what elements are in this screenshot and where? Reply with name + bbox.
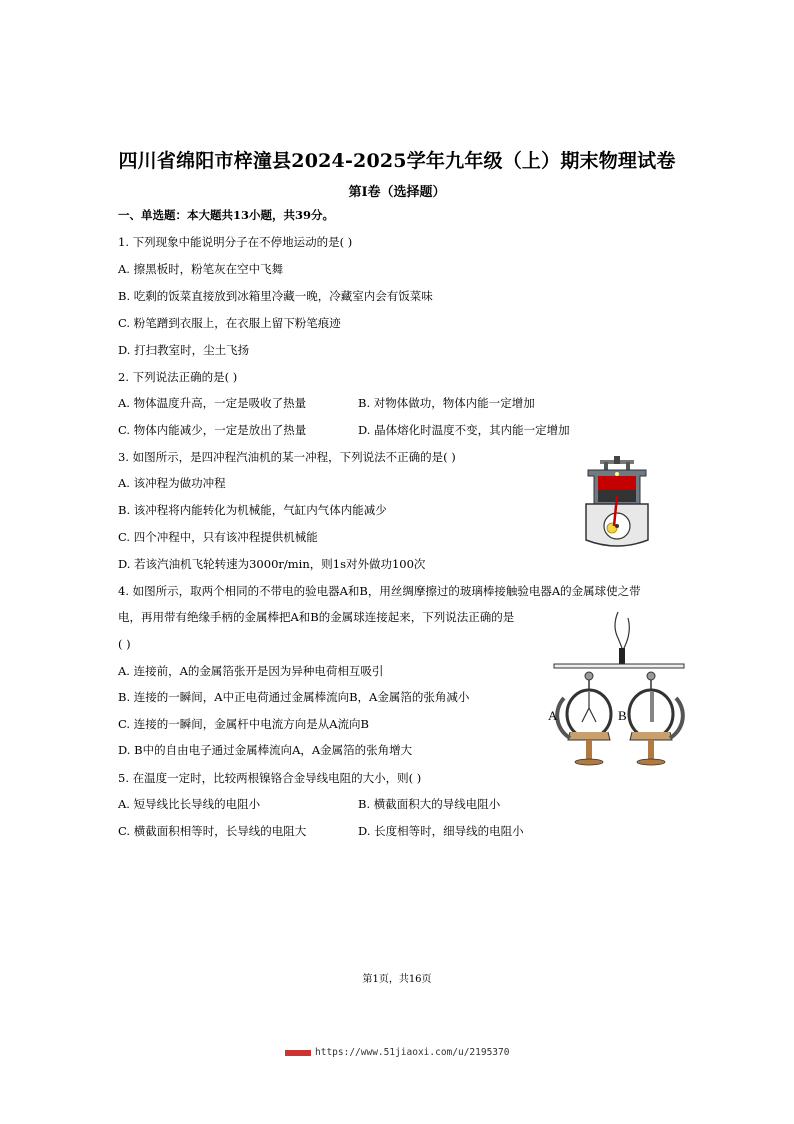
page-number: 第1页，共16页 [362, 974, 432, 985]
section-heading: 一、单选题：本大题共13小题，共39分。 [118, 208, 335, 222]
q5-option-a: A. 短导线比长导线的电阻小 [118, 797, 261, 811]
q2-option-a: A. 物体温度升高，一定是吸收了热量 [118, 396, 307, 410]
source-url[interactable] [285, 1047, 509, 1058]
q5-option-c: C. 横截面积相等时，长导线的电阻大 [118, 824, 307, 838]
q3-option-b: B. 该冲程将内能转化为机械能，气缸内气体内能减少 [118, 503, 387, 517]
q2-stem: 2. 下列说法正确的是( ) [118, 370, 238, 384]
q2-option-d: D. 晶体熔化时温度不变，其内能一定增加 [358, 423, 570, 437]
q3-stem: 3. 如图所示，是四冲程汽油机的某一冲程，下列说法不正确的是( ) [118, 450, 456, 464]
page-title: 四川省绵阳市梓潼县2024-2025学年九年级（上）期末物理试卷 [118, 150, 676, 172]
q4-stem-line1: 4. 如图所示，取两个相同的不带电的验电器A和B，用丝绸摩擦过的玻璃棒接触验电器A的金属球使之带 [118, 584, 641, 598]
q1-stem: 1. 下列现象中能说明分子在不停地运动的是( ) [118, 235, 353, 249]
q3-option-d: D. 若该汽油机飞轮转速为3000r/min，则1s对外做功100次 [118, 557, 426, 571]
q4-option-d: D. B中的自由电子通过金属棒流向A，A金属箔的张角增大 [118, 743, 413, 757]
source-url-text[interactable]: https://www.51jiaoxi.com/u/2195370 [315, 1047, 510, 1058]
q1-option-d: D. 打扫教室时，尘土飞扬 [118, 343, 250, 357]
q3-option-c: C. 四个冲程中，只有该冲程提供机械能 [118, 530, 318, 544]
section-subtitle: 第I卷（选择题） [348, 185, 446, 200]
q5-option-d: D. 长度相等时，细导线的电阻小 [358, 824, 524, 838]
q2-option-b: B. 对物体做功，物体内能一定增加 [358, 396, 535, 410]
q5-option-b: B. 横截面积大的导线电阻小 [358, 797, 501, 811]
engine-diagram [576, 456, 658, 548]
q5-stem: 5. 在温度一定时，比较两根镍铬合金导线电阻的大小，则( ) [118, 771, 422, 785]
q4-option-c: C. 连接的一瞬间，金属杆中电流方向是从A流向B [118, 717, 369, 731]
q4-stem-line3: ( ) [118, 637, 131, 651]
q1-option-b: B. 吃剩的饭菜直接放到冰箱里冷藏一晚，冷藏室内会有饭菜味 [118, 289, 433, 303]
electroscope-b-label: B [618, 708, 627, 723]
q2-option-c: C. 物体内能减少，一定是放出了热量 [118, 423, 307, 437]
q1-option-a: A. 擦黑板时，粉笔灰在空中飞舞 [118, 262, 284, 276]
q4-option-b: B. 连接的一瞬间，A中正电荷通过金属棒流向B，A金属箔的张角减小 [118, 690, 470, 704]
q4-stem-line2: 电，再用带有绝缘手柄的金属棒把A和B的金属球连接起来，下列说法正确的是 [118, 610, 515, 624]
logo-stamp [285, 1050, 311, 1056]
q1-option-c: C. 粉笔蹭到衣服上，在衣服上留下粉笔痕迹 [118, 316, 341, 330]
electroscope-diagram [548, 608, 690, 766]
q3-option-a: A. 该冲程为做功冲程 [118, 476, 226, 490]
electroscope-a-label: A [548, 708, 558, 723]
q4-option-a: A. 连接前，A的金属箔张开是因为异种电荷相互吸引 [118, 664, 384, 678]
